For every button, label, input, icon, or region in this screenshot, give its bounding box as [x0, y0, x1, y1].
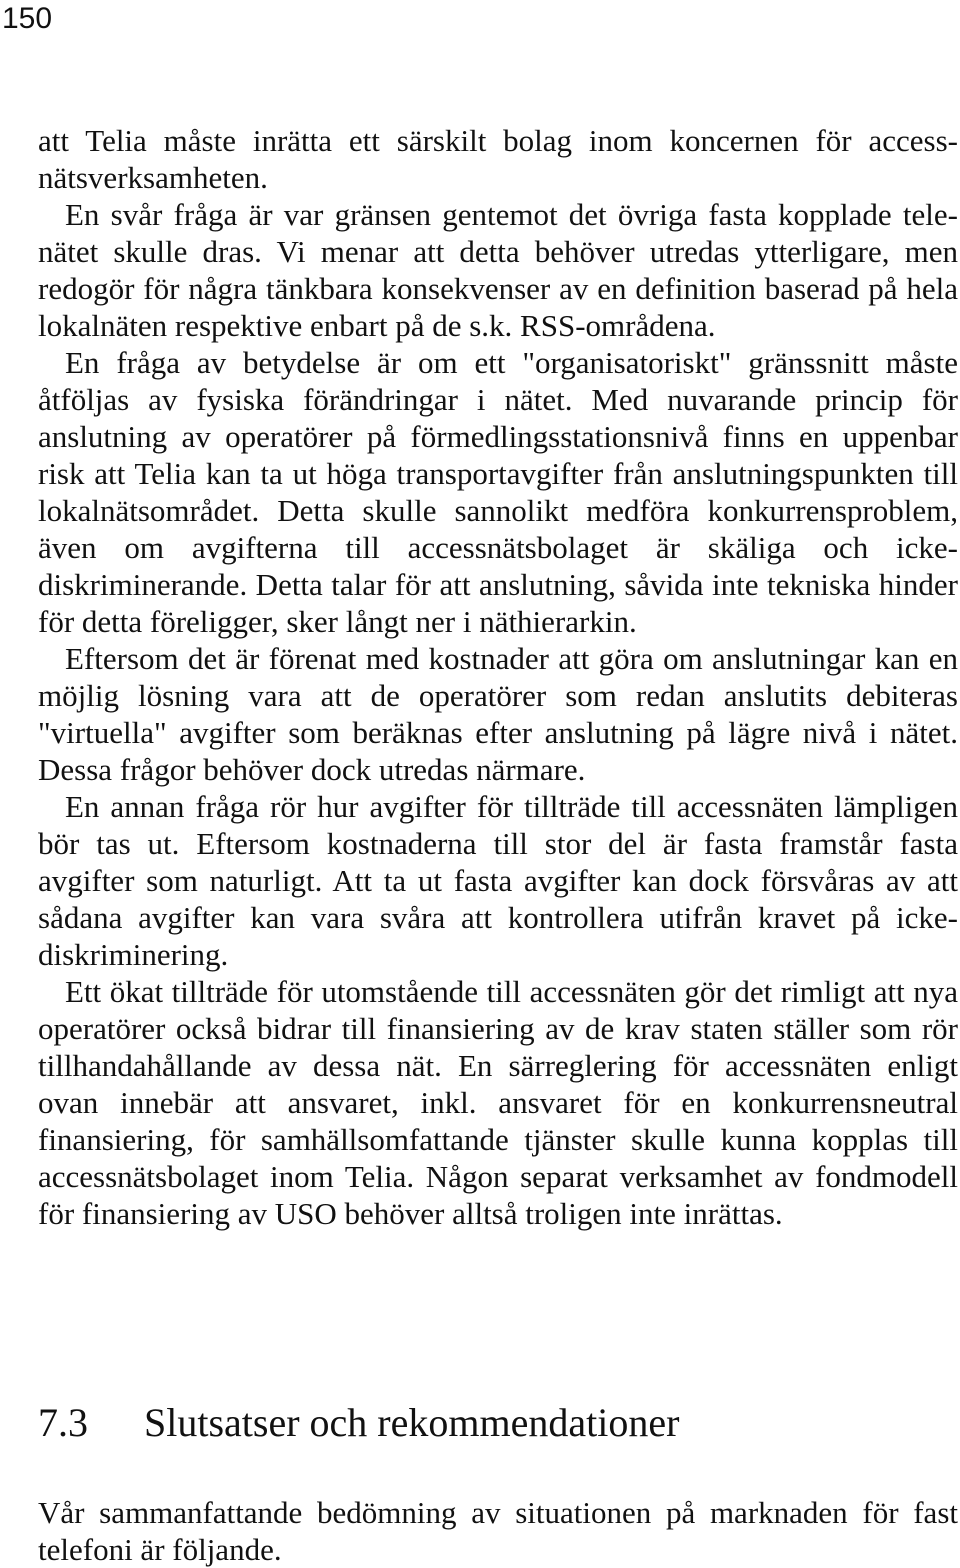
page-number: 150 — [2, 2, 53, 35]
paragraph: Eftersom det är förenat med kostnader att göra om anslutningar kan en möjlig lösning vara att de operatörer som redan anslutits debiteras "virtuella" avgifter som beräknas efter anslutning på lägre nivå i nätet. Dessa frågor behöver dock utredas närmare. — [38, 641, 958, 787]
section-title: Slutsatser och rekommendationer — [144, 1400, 680, 1445]
paragraph-continuation: att Telia måste inrätta ett särskilt bolag inom koncernen för accessnätsverksamheten. — [38, 123, 958, 195]
section-heading — [38, 1400, 679, 1446]
body-text — [38, 122, 958, 1232]
section-number: 7.3 — [38, 1400, 88, 1445]
paragraph: En svår fråga är var gränsen gentemot det övriga fasta kopplade telenätet skulle dras. Vi menar att detta behöver utredas ytterligare, men redogör för några tänkbara konsekvenser av en definition baserad på hela lokalnäten respektive enbart på de s.k. RSS-områdena. — [38, 197, 958, 343]
paragraph: En annan fråga rör hur avgifter för tillträde till accessnäten lämpligen bör tas ut. Eftersom kostnaderna till stor del är fasta framstår fasta avgifter som naturligt. Att ta ut fasta avgifter kan dock försvåras av att sådana avgifter kan vara svåra att kontrollera utifrån kravet på icke-diskriminering. — [38, 789, 958, 972]
section-intro-paragraph: Vår sammanfattande bedömning av situationen på marknaden för fast telefoni är följande. — [38, 1495, 958, 1567]
paragraph: En fråga av betydelse är om ett "organisatoriskt" gränssnitt måste åtföljas av fysiska förändringar i nätet. Med nuvarande princip för anslutning av operatörer på förmedlingsstationsnivå finns en uppenbar risk att Telia kan ta ut höga transportavgifter från anslutningspunkten till lokalnätsområdet. Detta skulle sannolikt medföra konkurrensproblem, även om avgifterna till accessnätsbolaget är skäliga och ickediskriminerande. Detta talar för att anslutning, såvida inte tekniska hinder för detta föreligger, sker långt ner i näthierarkin. — [38, 345, 958, 639]
paragraph: Ett ökat tillträde för utomstående till accessnäten gör det rimligt att nya operatörer också bidrar till finansiering av de krav staten ställer som rör tillhandahållande av dessa nät. En särreglering för accessnäten enligt ovan innebär att ansvaret, inkl. ansvaret för en konkurrensneutral finansiering, för samhällsomfattande tjänster skulle kunna kopplas till accessnätsbolaget inom Telia. Någon separat verksamhet av fondmodell för finansiering av USO behöver alltså troligen inte inrättas. — [38, 974, 958, 1231]
